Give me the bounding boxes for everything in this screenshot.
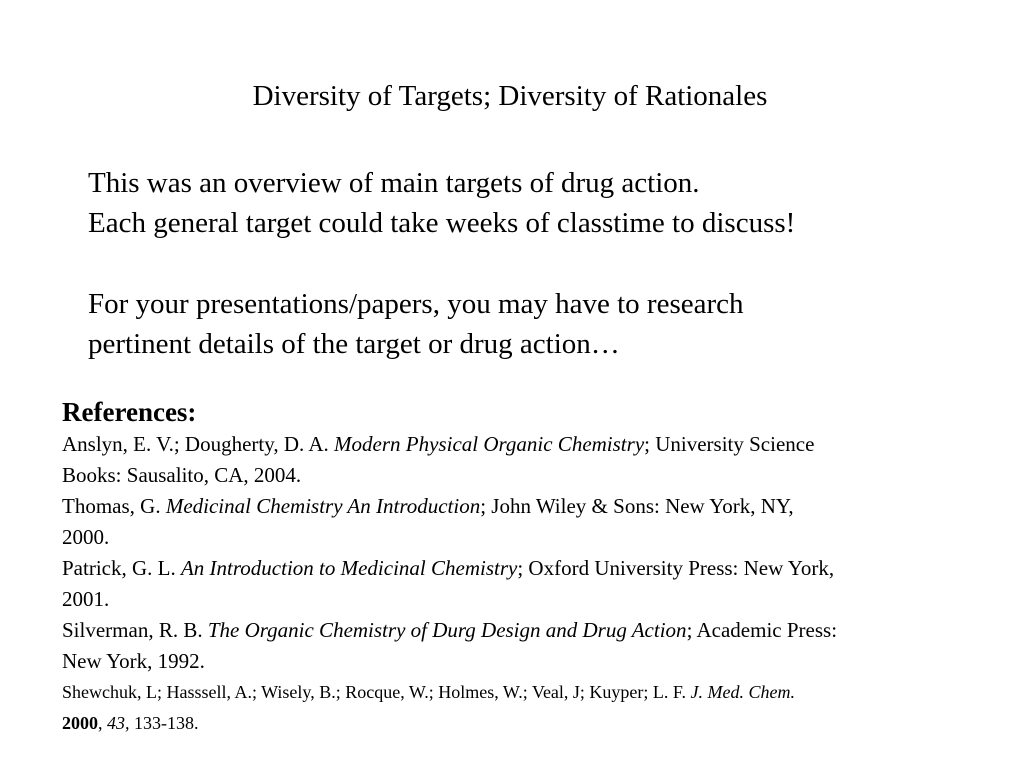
overview-paragraph [88, 163, 795, 243]
reference-publisher: ; John Wiley & Sons: New York, NY, [480, 494, 794, 518]
reference-line-continued: Books: Sausalito, CA, 2004. [62, 463, 302, 487]
reference-separator: , [98, 713, 107, 733]
reference-publisher: ; Oxford University Press: New York, [517, 556, 835, 580]
reference-authors: Anslyn, E. V.; Dougherty, D. A. [62, 432, 335, 456]
reference-line-continued: 2001. [62, 587, 110, 611]
reference-title: An Introduction to Medicinal Chemistry [180, 556, 518, 580]
slide-title-text: Diversity of Targets; Diversity of Rationales [252, 80, 768, 112]
reference-line [62, 491, 1017, 522]
research-line-2: pertinent details of the target or drug action… [88, 328, 620, 360]
overview-line-1: This was an overview of main targets of drug action. [88, 167, 700, 199]
reference-volume: 43, [107, 713, 130, 733]
reference-authors: Shewchuk, L; Hasssell, A.; Wisely, B.; Rocque, W.; Holmes, W.; Veal, J; Kuyper; L. F. [62, 682, 691, 702]
reference-title: Medicinal Chemistry An Introduction [165, 494, 481, 518]
research-paragraph [88, 284, 744, 364]
reference-authors: Thomas, G. [62, 494, 166, 518]
reference-item [62, 553, 1017, 615]
reference-item [62, 429, 1017, 491]
reference-item [62, 491, 1017, 553]
reference-line-continued: 2000. [62, 525, 110, 549]
reference-title: Modern Physical Organic Chemistry [334, 432, 645, 456]
reference-authors: Patrick, G. L. [62, 556, 181, 580]
reference-line [62, 677, 1017, 708]
references-section [62, 395, 1017, 739]
reference-line [62, 429, 1017, 460]
reference-line [62, 553, 1017, 584]
overview-line-2: Each general target could take weeks of classtime to discuss! [88, 207, 796, 239]
reference-year: 2000 [62, 713, 98, 733]
reference-line-continued: New York, 1992. [62, 649, 205, 673]
reference-journal: J. Med. Chem. [690, 682, 795, 702]
reference-publisher: ; University Science [644, 432, 815, 456]
reference-line-continued [62, 708, 1017, 739]
reference-pages: 133-138. [129, 713, 199, 733]
reference-publisher: ; Academic Press: [686, 618, 838, 642]
reference-title: The Organic Chemistry of Durg Design and Drug Action [207, 618, 687, 642]
reference-item [62, 615, 1017, 677]
slide-title [0, 78, 1024, 114]
references-heading: References: [62, 397, 197, 427]
reference-item [62, 677, 1017, 739]
reference-authors: Silverman, R. B. [62, 618, 208, 642]
research-line-1: For your presentations/papers, you may have to research [88, 288, 744, 320]
reference-line [62, 615, 1017, 646]
